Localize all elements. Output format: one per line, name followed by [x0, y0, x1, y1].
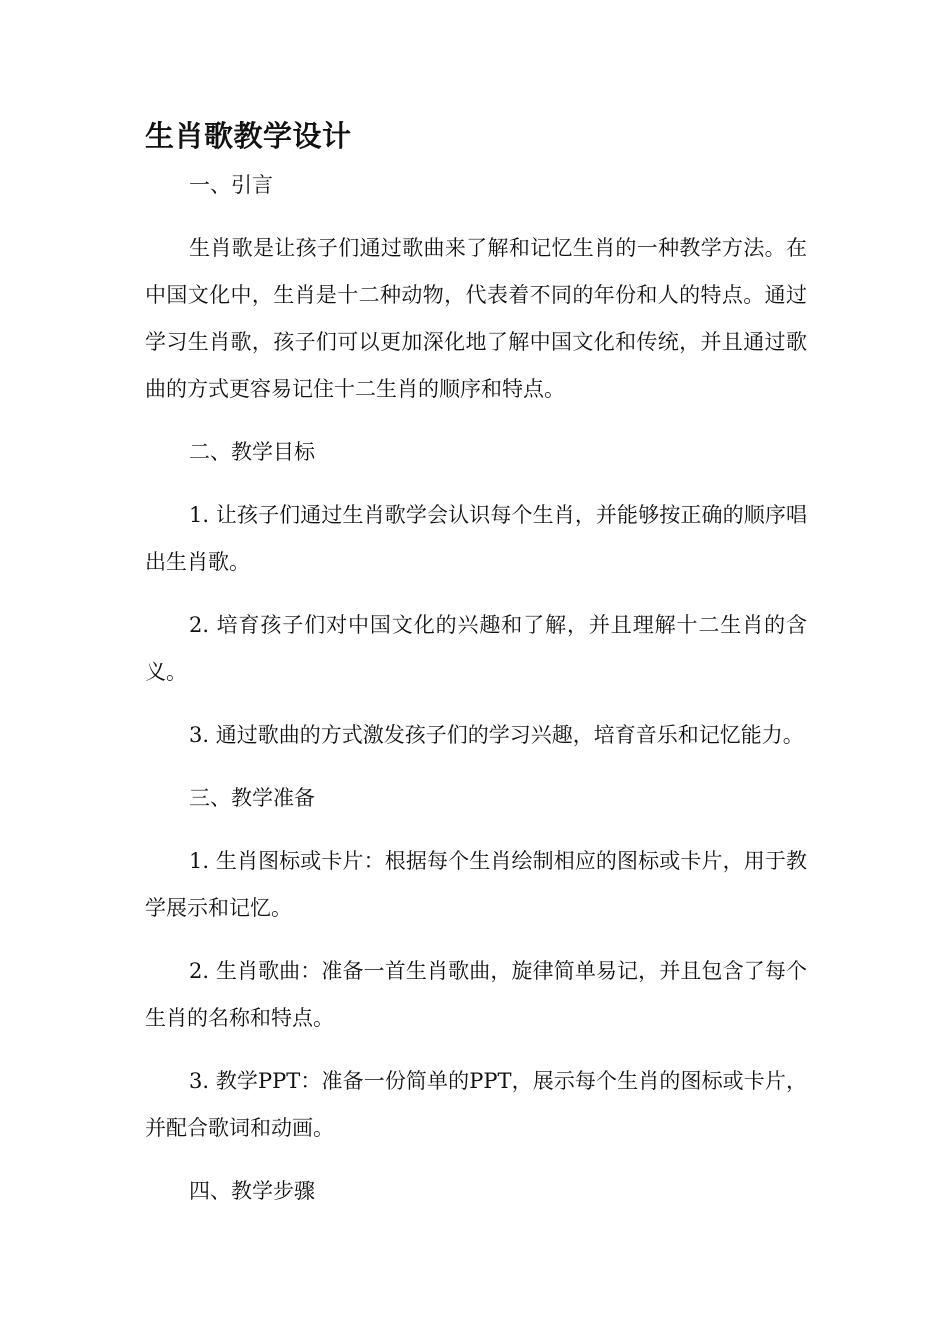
- preparation-item-1: 1. 生肖图标或卡片：根据每个生肖绘制相应的图标或卡片，用于教学展示和记忆。: [145, 849, 807, 920]
- document-title: 生肖歌教学设计: [145, 119, 352, 153]
- goal-item-1: 1. 让孩子们通过生肖歌学会认识每个生肖，并能够按正确的顺序唱出生肖歌。: [145, 503, 807, 574]
- section-heading-goals: 二、教学目标: [189, 440, 315, 464]
- section-heading-steps: 四、教学步骤: [189, 1179, 315, 1203]
- goal-item-2: 2. 培育孩子们对中国文化的兴趣和了解，并且理解十二生肖的含义。: [145, 613, 807, 684]
- section-heading-intro: 一、引言: [189, 173, 273, 197]
- preparation-item-2: 2. 生肖歌曲：准备一首生肖歌曲，旋律简单易记，并且包含了每个生肖的名称和特点。: [145, 959, 807, 1030]
- intro-paragraph: 生肖歌是让孩子们通过歌曲来了解和记忆生肖的一种教学方法。在中国文化中，生肖是十二种动物，代表着不同的年份和人的特点。通过学习生肖歌，孩子们可以更加深化地了解中国文化和传统，并且通过歌曲的方式更容易记住十二生肖的顺序和特点。: [145, 236, 807, 401]
- goal-item-3: 3. 通过歌曲的方式激发孩子们的学习兴趣，培育音乐和记忆能力。: [189, 723, 804, 747]
- preparation-item-3: 3. 教学PPT：准备一份简单的PPT，展示每个生肖的图标或卡片，并配合歌词和动画。: [145, 1069, 807, 1140]
- document-body: [145, 112, 807, 1231]
- section-heading-preparation: 三、教学准备: [189, 786, 315, 810]
